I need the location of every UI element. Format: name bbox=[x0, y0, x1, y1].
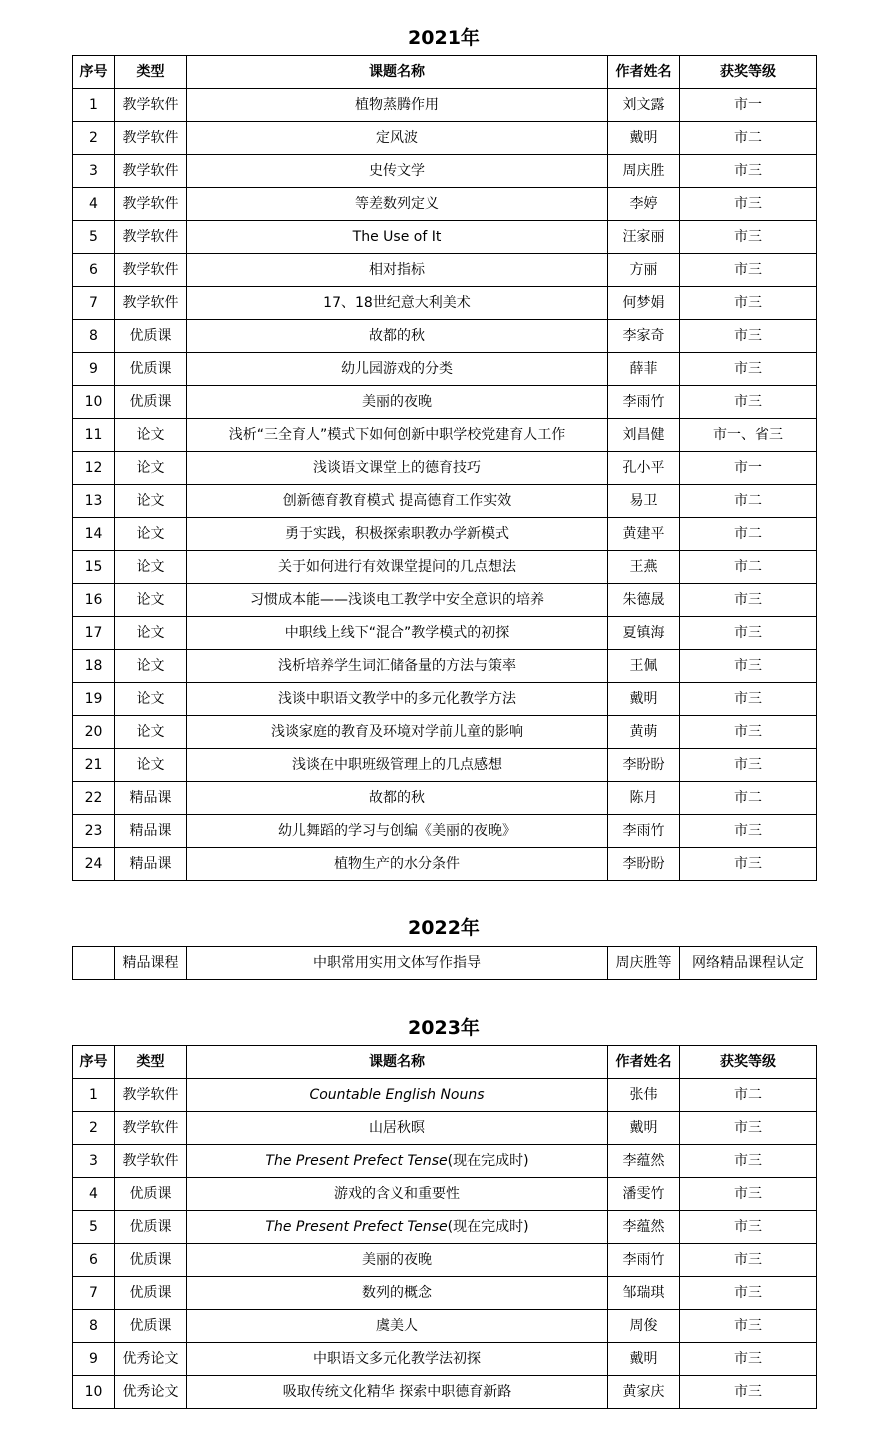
cell-no: 9 bbox=[73, 353, 115, 386]
cell-title: 中职常用实用文体写作指导 bbox=[187, 947, 608, 980]
cell-author: 王燕 bbox=[608, 551, 680, 584]
table-row bbox=[73, 419, 817, 452]
cell-title bbox=[187, 1244, 608, 1277]
cell-no: 1 bbox=[73, 89, 115, 122]
table-row bbox=[73, 848, 817, 881]
cell-type: 教学软件 bbox=[115, 254, 187, 287]
cell-author: 陈月 bbox=[608, 782, 680, 815]
cell-type: 论文 bbox=[115, 716, 187, 749]
col-header-no: 序号 bbox=[73, 56, 115, 89]
cell-award: 市二 bbox=[680, 782, 817, 815]
cell-title: 17、18世纪意大利美术 bbox=[187, 287, 608, 320]
cell-type: 论文 bbox=[115, 683, 187, 716]
cell-title: 浅谈家庭的教育及环境对学前儿童的影响 bbox=[187, 716, 608, 749]
cell-type: 优质课 bbox=[115, 353, 187, 386]
cell-award: 市三 bbox=[680, 155, 817, 188]
cell-no: 19 bbox=[73, 683, 115, 716]
cell-no: 21 bbox=[73, 749, 115, 782]
table-row bbox=[73, 287, 817, 320]
cell-title: 浅谈语文课堂上的德育技巧 bbox=[187, 452, 608, 485]
cell-type: 教学软件 bbox=[115, 1079, 187, 1112]
table-row bbox=[73, 89, 817, 122]
cell-type: 优质课 bbox=[115, 386, 187, 419]
cell-author: 李婷 bbox=[608, 188, 680, 221]
title-text-part: 山居秋暝 bbox=[369, 1120, 425, 1136]
cell-no: 3 bbox=[73, 1145, 115, 1178]
header-row bbox=[73, 1046, 817, 1079]
cell-author: 李蕴然 bbox=[608, 1145, 680, 1178]
cell-no: 23 bbox=[73, 815, 115, 848]
cell-no: 8 bbox=[73, 320, 115, 353]
cell-award: 市三 bbox=[680, 1211, 817, 1244]
cell-award: 市三 bbox=[680, 254, 817, 287]
title-english-part: The Present Prefect Tense bbox=[265, 1219, 448, 1235]
cell-no: 1 bbox=[73, 1079, 115, 1112]
cell-author: 李雨竹 bbox=[608, 386, 680, 419]
table-body-2023 bbox=[73, 1079, 817, 1409]
cell-title bbox=[187, 1343, 608, 1376]
cell-author: 李雨竹 bbox=[608, 815, 680, 848]
cell-title: 植物蒸腾作用 bbox=[187, 89, 608, 122]
cell-title: 习惯成本能——浅谈电工教学中安全意识的培养 bbox=[187, 584, 608, 617]
cell-no: 7 bbox=[73, 287, 115, 320]
cell-author: 方丽 bbox=[608, 254, 680, 287]
cell-no: 14 bbox=[73, 518, 115, 551]
cell-no: 15 bbox=[73, 551, 115, 584]
cell-title bbox=[187, 1079, 608, 1112]
cell-type: 教学软件 bbox=[115, 1145, 187, 1178]
col-header-no: 序号 bbox=[73, 1046, 115, 1079]
table-row bbox=[73, 518, 817, 551]
cell-no: 12 bbox=[73, 452, 115, 485]
table-body-2021 bbox=[73, 89, 817, 881]
cell-no: 5 bbox=[73, 1211, 115, 1244]
cell-type: 精品课 bbox=[115, 815, 187, 848]
cell-title: 勇于实践，积极探索职教办学新模式 bbox=[187, 518, 608, 551]
cell-title bbox=[187, 1178, 608, 1211]
cell-award: 市三 bbox=[680, 1376, 817, 1409]
cell-type: 论文 bbox=[115, 518, 187, 551]
cell-award: 市三 bbox=[680, 815, 817, 848]
cell-no: 4 bbox=[73, 1178, 115, 1211]
table-row bbox=[73, 683, 817, 716]
table-row bbox=[73, 353, 817, 386]
col-header-type: 类型 bbox=[115, 56, 187, 89]
cell-author: 周庆胜等 bbox=[608, 947, 680, 980]
section-title-2023: 2023年 bbox=[408, 1017, 480, 1039]
cell-award: 市三 bbox=[680, 1178, 817, 1211]
cell-title bbox=[187, 1310, 608, 1343]
cell-award: 市二 bbox=[680, 122, 817, 155]
cell-author: 周庆胜 bbox=[608, 155, 680, 188]
cell-title bbox=[187, 1376, 608, 1409]
cell-title: 创新德育教育模式 提高德育工作实效 bbox=[187, 485, 608, 518]
cell-author: 夏镇海 bbox=[608, 617, 680, 650]
cell-author: 孔小平 bbox=[608, 452, 680, 485]
cell-award: 市三 bbox=[680, 1112, 817, 1145]
cell-title: 浅析培养学生词汇储备量的方法与策率 bbox=[187, 650, 608, 683]
cell-award: 市三 bbox=[680, 848, 817, 881]
title-text-part: 中职语文多元化教学法初探 bbox=[313, 1351, 481, 1367]
cell-no: 9 bbox=[73, 1343, 115, 1376]
cell-no: 5 bbox=[73, 221, 115, 254]
table-row bbox=[73, 815, 817, 848]
cell-title: The Use of It bbox=[187, 221, 608, 254]
cell-award: 市二 bbox=[680, 1079, 817, 1112]
cell-author: 李雨竹 bbox=[608, 1244, 680, 1277]
cell-no: 6 bbox=[73, 1244, 115, 1277]
table-row bbox=[73, 551, 817, 584]
cell-author: 潘雯竹 bbox=[608, 1178, 680, 1211]
cell-author: 戴明 bbox=[608, 1112, 680, 1145]
cell-type: 教学软件 bbox=[115, 287, 187, 320]
cell-award: 市三 bbox=[680, 188, 817, 221]
cell-author: 刘昌健 bbox=[608, 419, 680, 452]
cell-author: 何梦娟 bbox=[608, 287, 680, 320]
table-row bbox=[73, 122, 817, 155]
cell-title: 关于如何进行有效课堂提问的几点想法 bbox=[187, 551, 608, 584]
table-row bbox=[73, 650, 817, 683]
table-row bbox=[73, 1244, 817, 1277]
awards-table-2022 bbox=[72, 946, 817, 980]
cell-author: 戴明 bbox=[608, 1343, 680, 1376]
title-text-part: 数列的概念 bbox=[362, 1285, 432, 1301]
cell-award: 市三 bbox=[680, 584, 817, 617]
table-row bbox=[73, 749, 817, 782]
cell-award: 市三 bbox=[680, 1277, 817, 1310]
cell-type: 教学软件 bbox=[115, 89, 187, 122]
cell-no: 6 bbox=[73, 254, 115, 287]
cell-no: 18 bbox=[73, 650, 115, 683]
cell-type: 论文 bbox=[115, 419, 187, 452]
cell-award: 市三 bbox=[680, 386, 817, 419]
cell-author: 薛菲 bbox=[608, 353, 680, 386]
cell-award: 市一 bbox=[680, 89, 817, 122]
cell-type: 精品课 bbox=[115, 782, 187, 815]
cell-author: 张伟 bbox=[608, 1079, 680, 1112]
col-header-title: 课题名称 bbox=[187, 1046, 608, 1079]
cell-author: 易卫 bbox=[608, 485, 680, 518]
table-row bbox=[73, 1211, 817, 1244]
cell-author: 邹瑞琪 bbox=[608, 1277, 680, 1310]
cell-no bbox=[73, 947, 115, 980]
col-header-title: 课题名称 bbox=[187, 56, 608, 89]
cell-award: 网络精品课程认定 bbox=[680, 947, 817, 980]
cell-author: 戴明 bbox=[608, 122, 680, 155]
col-header-type: 类型 bbox=[115, 1046, 187, 1079]
cell-no: 7 bbox=[73, 1277, 115, 1310]
cell-title: 幼儿舞蹈的学习与创编《美丽的夜晚》 bbox=[187, 815, 608, 848]
cell-no: 2 bbox=[73, 122, 115, 155]
cell-title: 相对指标 bbox=[187, 254, 608, 287]
cell-award: 市三 bbox=[680, 1310, 817, 1343]
cell-author: 朱德晟 bbox=[608, 584, 680, 617]
cell-author: 王佩 bbox=[608, 650, 680, 683]
cell-title: 植物生产的水分条件 bbox=[187, 848, 608, 881]
cell-type: 论文 bbox=[115, 452, 187, 485]
cell-no: 10 bbox=[73, 1376, 115, 1409]
cell-type: 教学软件 bbox=[115, 1112, 187, 1145]
cell-title: 浅析“三全育人”模式下如何创新中职学校党建育人工作 bbox=[187, 419, 608, 452]
cell-award: 市二 bbox=[680, 485, 817, 518]
table-row bbox=[73, 155, 817, 188]
table-row bbox=[73, 1178, 817, 1211]
cell-award: 市三 bbox=[680, 749, 817, 782]
table-row bbox=[73, 947, 817, 980]
cell-award: 市三 bbox=[680, 1343, 817, 1376]
cell-title: 美丽的夜晚 bbox=[187, 386, 608, 419]
cell-no: 22 bbox=[73, 782, 115, 815]
title-text-part: 美丽的夜晚 bbox=[362, 1252, 432, 1268]
cell-title: 故都的秋 bbox=[187, 320, 608, 353]
cell-no: 8 bbox=[73, 1310, 115, 1343]
section-title-2021: 2021年 bbox=[408, 27, 480, 49]
cell-type: 教学软件 bbox=[115, 155, 187, 188]
cell-author: 李盼盼 bbox=[608, 749, 680, 782]
cell-type: 优质课 bbox=[115, 1310, 187, 1343]
cell-author: 李家奇 bbox=[608, 320, 680, 353]
section-title-2022: 2022年 bbox=[408, 917, 480, 939]
cell-award: 市三 bbox=[680, 320, 817, 353]
cell-author: 黄建平 bbox=[608, 518, 680, 551]
cell-type: 精品课 bbox=[115, 848, 187, 881]
cell-title: 浅谈中职语文教学中的多元化教学方法 bbox=[187, 683, 608, 716]
cell-author: 黄家庆 bbox=[608, 1376, 680, 1409]
col-header-author: 作者姓名 bbox=[608, 1046, 680, 1079]
cell-award: 市二 bbox=[680, 551, 817, 584]
cell-type: 优质课 bbox=[115, 1178, 187, 1211]
table-row bbox=[73, 1079, 817, 1112]
cell-title: 故都的秋 bbox=[187, 782, 608, 815]
cell-type: 优质课 bbox=[115, 320, 187, 353]
table-row bbox=[73, 485, 817, 518]
cell-no: 10 bbox=[73, 386, 115, 419]
cell-type: 论文 bbox=[115, 551, 187, 584]
cell-no: 24 bbox=[73, 848, 115, 881]
col-header-author: 作者姓名 bbox=[608, 56, 680, 89]
awards-table-2023 bbox=[72, 1045, 817, 1409]
cell-title: 史传文学 bbox=[187, 155, 608, 188]
title-english-part: Countable English Nouns bbox=[309, 1087, 485, 1103]
cell-title bbox=[187, 1112, 608, 1145]
title-english-part: The Present Prefect Tense bbox=[265, 1153, 448, 1169]
cell-no: 4 bbox=[73, 188, 115, 221]
title-text-part: (现在完成时) bbox=[447, 1153, 529, 1169]
table-row bbox=[73, 188, 817, 221]
cell-award: 市三 bbox=[680, 353, 817, 386]
cell-type: 优质课 bbox=[115, 1244, 187, 1277]
cell-award: 市三 bbox=[680, 1244, 817, 1277]
cell-title: 等差数列定义 bbox=[187, 188, 608, 221]
cell-no: 16 bbox=[73, 584, 115, 617]
cell-no: 20 bbox=[73, 716, 115, 749]
cell-award: 市三 bbox=[680, 683, 817, 716]
table-row bbox=[73, 782, 817, 815]
cell-type: 教学软件 bbox=[115, 122, 187, 155]
cell-author: 戴明 bbox=[608, 683, 680, 716]
cell-author: 李蕴然 bbox=[608, 1211, 680, 1244]
cell-type: 优质课 bbox=[115, 1211, 187, 1244]
title-text-part: 游戏的含义和重要性 bbox=[334, 1186, 460, 1202]
title-text-part: 虞美人 bbox=[376, 1318, 418, 1334]
cell-type: 论文 bbox=[115, 584, 187, 617]
cell-type: 优质课 bbox=[115, 1277, 187, 1310]
cell-type: 论文 bbox=[115, 650, 187, 683]
table-row bbox=[73, 254, 817, 287]
table-row bbox=[73, 1343, 817, 1376]
cell-author: 周俊 bbox=[608, 1310, 680, 1343]
cell-title: 幼儿园游戏的分类 bbox=[187, 353, 608, 386]
cell-type: 优秀论文 bbox=[115, 1376, 187, 1409]
cell-no: 3 bbox=[73, 155, 115, 188]
table-row bbox=[73, 1310, 817, 1343]
cell-title bbox=[187, 1145, 608, 1178]
cell-award: 市一 bbox=[680, 452, 817, 485]
cell-award: 市二 bbox=[680, 518, 817, 551]
cell-type: 教学软件 bbox=[115, 221, 187, 254]
cell-author: 李盼盼 bbox=[608, 848, 680, 881]
cell-award: 市三 bbox=[680, 221, 817, 254]
cell-title bbox=[187, 1277, 608, 1310]
table-row bbox=[73, 716, 817, 749]
cell-no: 17 bbox=[73, 617, 115, 650]
title-text-part: (现在完成时) bbox=[447, 1219, 529, 1235]
cell-no: 13 bbox=[73, 485, 115, 518]
cell-author: 刘文露 bbox=[608, 89, 680, 122]
cell-author: 汪家丽 bbox=[608, 221, 680, 254]
col-header-award: 获奖等级 bbox=[680, 56, 817, 89]
title-text-part: 吸取传统文化精华 探索中职德育新路 bbox=[282, 1384, 512, 1400]
cell-type: 论文 bbox=[115, 485, 187, 518]
cell-award: 市三 bbox=[680, 1145, 817, 1178]
cell-award: 市三 bbox=[680, 716, 817, 749]
cell-no: 2 bbox=[73, 1112, 115, 1145]
table-row bbox=[73, 221, 817, 254]
table-row bbox=[73, 320, 817, 353]
table-row bbox=[73, 1112, 817, 1145]
awards-table-2021 bbox=[72, 55, 817, 881]
cell-award: 市一、省三 bbox=[680, 419, 817, 452]
table-row bbox=[73, 386, 817, 419]
cell-author: 黄萌 bbox=[608, 716, 680, 749]
cell-title: 浅谈在中职班级管理上的几点感想 bbox=[187, 749, 608, 782]
cell-type: 教学软件 bbox=[115, 188, 187, 221]
table-row bbox=[73, 584, 817, 617]
cell-title: 中职线上线下“混合”教学模式的初探 bbox=[187, 617, 608, 650]
table-row bbox=[73, 1277, 817, 1310]
cell-title bbox=[187, 1211, 608, 1244]
cell-type: 精品课程 bbox=[115, 947, 187, 980]
cell-no: 11 bbox=[73, 419, 115, 452]
header-row bbox=[73, 56, 817, 89]
cell-award: 市三 bbox=[680, 287, 817, 320]
table-row bbox=[73, 617, 817, 650]
cell-type: 优秀论文 bbox=[115, 1343, 187, 1376]
table-row bbox=[73, 1376, 817, 1409]
cell-type: 论文 bbox=[115, 749, 187, 782]
table-row bbox=[73, 452, 817, 485]
cell-title: 定风波 bbox=[187, 122, 608, 155]
table-row bbox=[73, 1145, 817, 1178]
cell-award: 市三 bbox=[680, 650, 817, 683]
cell-award: 市三 bbox=[680, 617, 817, 650]
cell-type: 论文 bbox=[115, 617, 187, 650]
col-header-award: 获奖等级 bbox=[680, 1046, 817, 1079]
